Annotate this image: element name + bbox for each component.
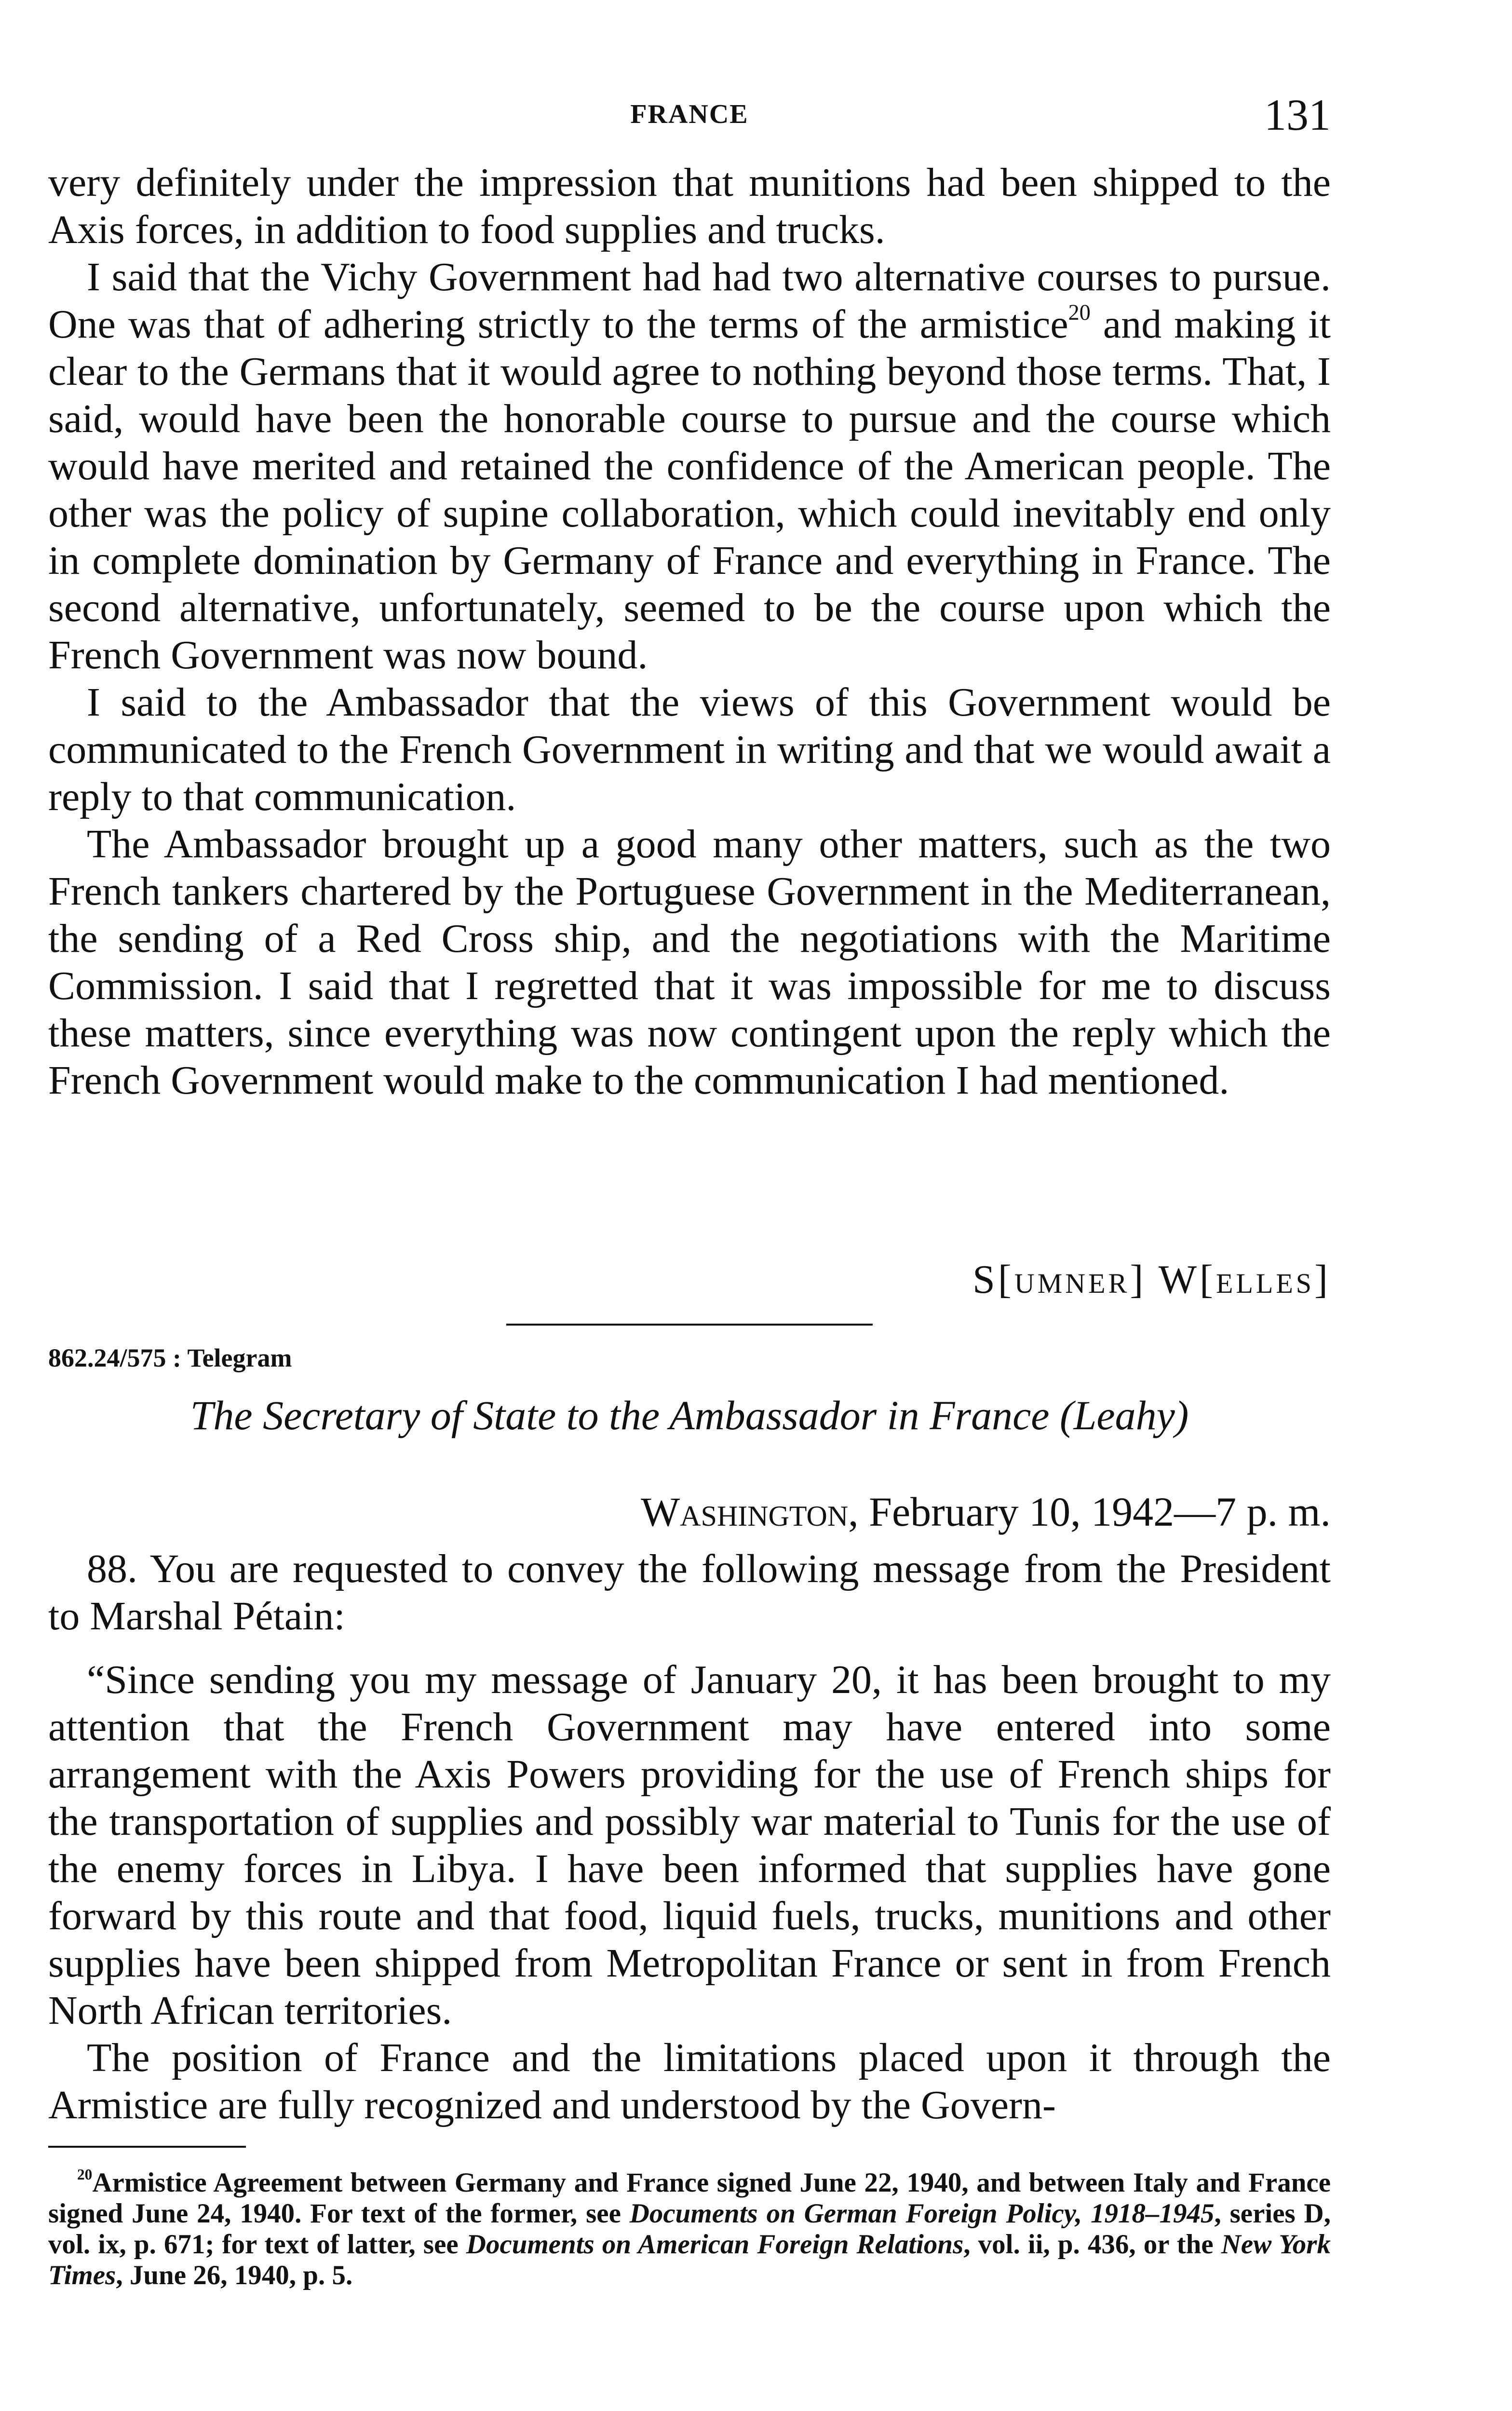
page-header bbox=[48, 89, 1331, 142]
signature-part: S[ bbox=[972, 1257, 1014, 1302]
signature-part: ] W[ bbox=[1130, 1257, 1216, 1302]
footnote-citation: Documents on German Foreign Policy, 1918–1945 bbox=[629, 2198, 1215, 2229]
footnote-text: , vol. ii, p. 436, or the bbox=[963, 2229, 1221, 2260]
telegram-body bbox=[48, 1545, 1331, 2129]
memo-paragraph-2-text-b: and making it clear to the Germans that it would agree to nothing beyond those terms. That, I said, would have been the honorable course to pursue and the course which would have merited and retained the confidence of the American people. The other was the policy of supine collaboration, which could inevitably end only in complete domination by Germany of France and everything in France. The second alternative, unfortunately, seemed to be the course upon which the French Government was now bound. bbox=[48, 302, 1331, 677]
signature-part: ] bbox=[1314, 1257, 1331, 1302]
memo-paragraph-2 bbox=[48, 254, 1331, 679]
footnote-text: , series D, vol. ix, p. 671; for text of latter, see bbox=[48, 2198, 1331, 2260]
message-paragraph-2: The position of France and the limitations placed upon it through the Armistice are fully recognized and understood by the Govern- bbox=[48, 2035, 1331, 2127]
dateline-place: Washington bbox=[641, 1489, 849, 1535]
telegram-paragraph-1: 88. You are requested to convey the following message from the President to Marshal Pétain: bbox=[48, 1546, 1331, 1639]
section-divider bbox=[506, 1324, 873, 1326]
memo-paragraph-3: I said to the Ambassador that the views of this Government would be communicated to the French Government in writing and that we would await a reply to that communication. bbox=[48, 680, 1331, 819]
memo-body bbox=[48, 159, 1331, 1104]
footnote-rule bbox=[48, 2146, 246, 2148]
running-head: FRANCE bbox=[630, 99, 749, 129]
footnotes bbox=[48, 2167, 1331, 2291]
footnote-citation: New York Times bbox=[48, 2229, 1331, 2290]
page-number: 131 bbox=[1264, 90, 1331, 139]
footnote-20 bbox=[48, 2167, 1331, 2291]
footnote-citation: Documents on American Foreign Relations bbox=[466, 2229, 964, 2260]
memo-paragraph-2-text-a: I said that the Vichy Government had had two alternative courses to pursue. One was that of adhering strictly to the terms of the armistice bbox=[48, 255, 1331, 347]
signature bbox=[972, 1256, 1331, 1303]
document-title: The Secretary of State to the Ambassador in France (Leahy) bbox=[190, 1392, 1189, 1438]
footnote-text: Armistice Agreement between Germany and France signed June 22, 1940, and between Italy and France signed June 24, 1940. For text of the former, see bbox=[48, 2167, 1331, 2229]
footnote-marker: 20 bbox=[77, 2166, 93, 2183]
memo-paragraph-4: The Ambassador brought up a good many other matters, such as the two French tankers chartered by the Portuguese Government in the Mediterranean, the sending of a Red Cross ship, and the negotiations with the Maritime Commission. I said that I regretted that it was impossible for me to discuss these matters, since everything was now contingent upon the reply which the French Government would make to the communication I had mentioned. bbox=[48, 822, 1331, 1103]
signature-part: ELLES bbox=[1216, 1268, 1315, 1299]
memo-paragraph-1: very definitely under the impression that munitions had been shipped to the Axis forces, in addition to food supplies and trucks. bbox=[48, 160, 1331, 252]
dateline-date: , February 10, 1942—7 p. m. bbox=[848, 1489, 1331, 1535]
message-paragraph-1: “Since sending you my message of January 20, it has been brought to my attention that the French Government may have entered into some arrangement with the Axis Powers providing for the use of French ships for the transportation of supplies and possibly war material to Tunis for the use of the enemy forces in Libya. I have been informed that supplies have gone forward by this route and that food, liquid fuels, trucks, munitions and other supplies have been shipped from Metropolitan France or sent in from French North African territories. bbox=[48, 1657, 1331, 2033]
footnote-text: , June 26, 1940, p. 5. bbox=[116, 2260, 353, 2290]
footnote-reference: 20 bbox=[1068, 300, 1091, 325]
file-reference: 862.24/575 : Telegram bbox=[48, 1343, 292, 1372]
signature-part: UMNER bbox=[1014, 1268, 1130, 1299]
dateline bbox=[641, 1488, 1331, 1536]
